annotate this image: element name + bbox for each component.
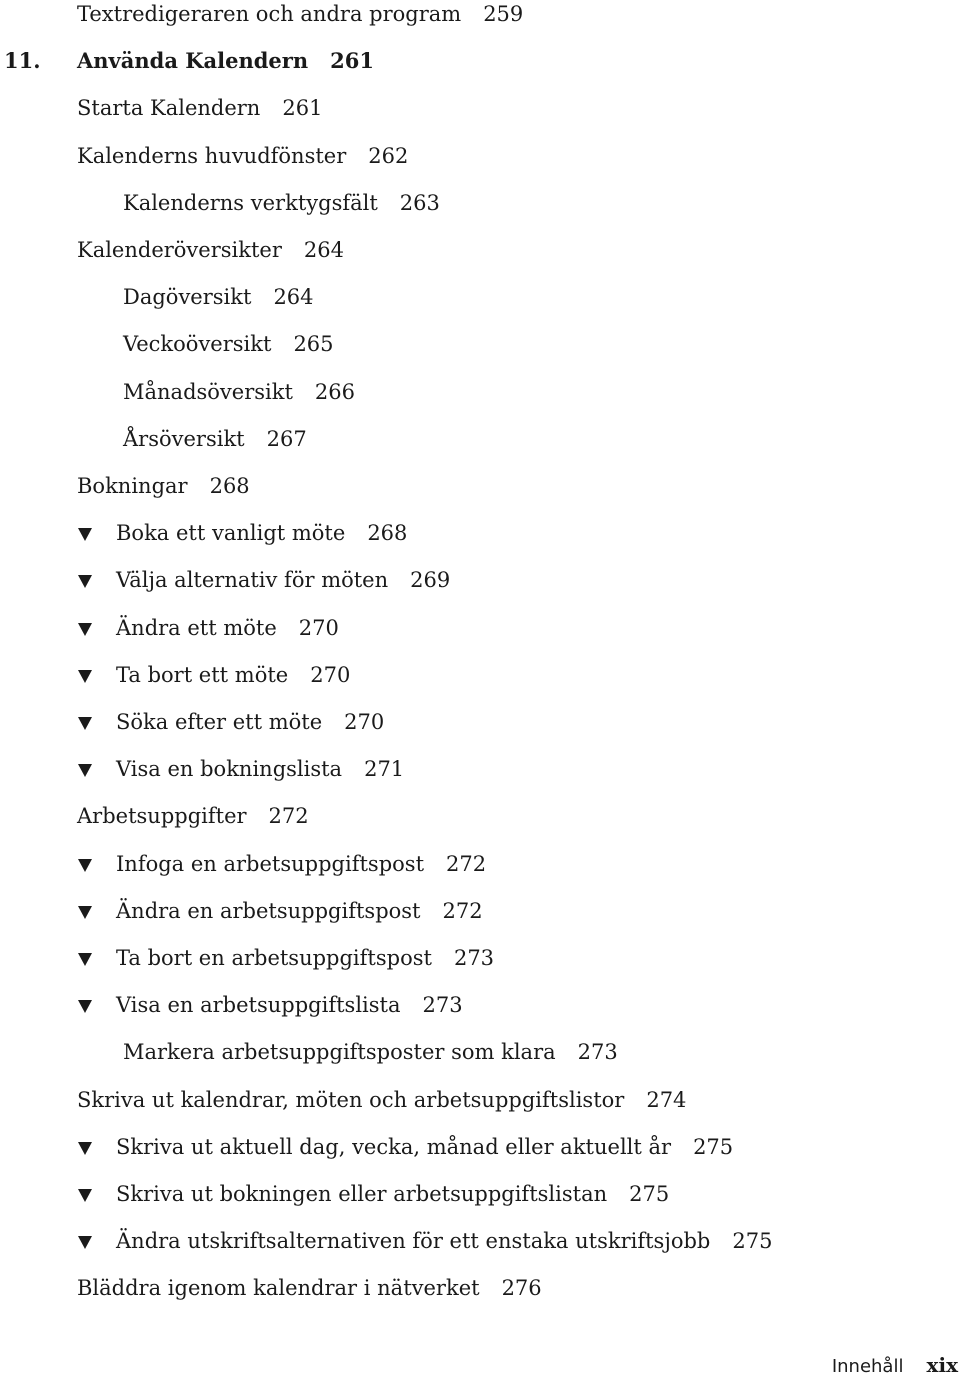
toc-entry-title-line: [77, 142, 408, 170]
toc-entry-title: Årsöversikt: [123, 427, 245, 451]
toc-entry-page-number: 264: [273, 285, 314, 309]
toc-entry[interactable]: [0, 283, 960, 323]
toc-entry-page-number: 270: [298, 616, 339, 640]
toc-entry[interactable]: [0, 708, 960, 748]
toc-entry[interactable]: [0, 1274, 960, 1314]
toc-entry-page-number: 262: [368, 144, 409, 168]
toc-entry-page-number: 261: [282, 96, 323, 120]
toc-entry-title-line: [116, 519, 407, 547]
footer-section-title: Innehåll: [831, 1356, 904, 1377]
triangle-down-icon: [78, 1142, 92, 1155]
toc-entry-page-number: 272: [268, 804, 309, 828]
toc-entry-title-line: [116, 1133, 733, 1161]
toc-entry-title-line: [123, 283, 314, 311]
toc-entry-page-number: 270: [310, 663, 351, 687]
toc-entry-title: Ändra ett möte: [116, 616, 277, 640]
triangle-down-icon: [78, 717, 92, 730]
toc-entry-title-line: [77, 1274, 542, 1302]
toc-entry[interactable]: [0, 1086, 960, 1126]
toc-entry[interactable]: [0, 142, 960, 182]
toc-entry-title: Söka efter ett möte: [116, 710, 323, 734]
toc-entry-page-number: 263: [399, 191, 440, 215]
toc-entry-title-line: [116, 1227, 772, 1255]
toc-entry[interactable]: [0, 1180, 960, 1220]
toc-chapter-entry[interactable]: [0, 47, 960, 87]
triangle-down-icon: [78, 1000, 92, 1013]
toc-entry-title-line: [116, 1180, 669, 1208]
toc-entry-title-line: [116, 850, 486, 878]
toc-entry-title-line: [116, 897, 483, 925]
toc-entry[interactable]: [0, 236, 960, 276]
page-footer: [832, 1352, 958, 1378]
triangle-down-icon: [78, 670, 92, 683]
toc-entry-title: Kalenderns verktygsfält: [123, 191, 378, 215]
toc-entry-title: Kalenderöversikter: [77, 238, 282, 262]
toc-entry-title: Månadsöversikt: [123, 380, 293, 404]
toc-entry-page-number: 264: [303, 238, 344, 262]
toc-entry-title-line: [123, 1038, 618, 1066]
toc-entry-title-line: [123, 425, 307, 453]
triangle-down-icon: [78, 953, 92, 966]
toc-entry-title: Veckoöversikt: [123, 332, 272, 356]
triangle-down-icon: [78, 906, 92, 919]
toc-entry-page-number: 261: [330, 48, 374, 73]
toc-entry-title-line: [116, 991, 463, 1019]
toc-entry-page-number: 275: [693, 1135, 734, 1159]
toc-entry-page-number: 275: [629, 1182, 670, 1206]
toc-entry-title-line: [77, 94, 322, 122]
toc-entry[interactable]: [0, 755, 960, 795]
toc-entry-title-line: [123, 189, 440, 217]
toc-entry-page-number: 259: [483, 2, 524, 26]
toc-entry-title-line: [77, 236, 344, 264]
toc-entry[interactable]: [0, 802, 960, 842]
toc-entry-page-number: 272: [442, 899, 483, 923]
toc-entry[interactable]: [0, 850, 960, 890]
toc-entry-page-number: 274: [646, 1088, 687, 1112]
toc-entry-title: Boka ett vanligt möte: [116, 521, 346, 545]
toc-entry[interactable]: [0, 661, 960, 701]
triangle-down-icon: [78, 1189, 92, 1202]
triangle-down-icon: [78, 528, 92, 541]
toc-entry-page-number: 275: [732, 1229, 773, 1253]
toc-entry-page-number: 266: [314, 380, 356, 404]
toc-entry-title-line: [116, 755, 404, 783]
toc-entry[interactable]: [0, 425, 960, 465]
toc-entry[interactable]: [0, 472, 960, 512]
toc-entry-page-number: 273: [453, 946, 495, 970]
toc-entry-title: Använda Kalendern: [77, 48, 309, 73]
toc-entry-page-number: 268: [209, 474, 250, 498]
toc-entry-title: Dagöversikt: [123, 285, 252, 309]
toc-entry-page-number: 272: [446, 852, 487, 876]
toc-entry[interactable]: [0, 944, 960, 984]
triangle-down-icon: [78, 575, 92, 588]
toc-entry-page-number: 267: [266, 427, 307, 451]
toc-entry[interactable]: [0, 614, 960, 654]
toc-entry[interactable]: [0, 1133, 960, 1173]
toc-entry-title-line: [77, 47, 374, 75]
toc-entry-title: Bokningar: [77, 474, 188, 498]
toc-entry-title: Skriva ut bokningen eller arbetsuppgiftslistan: [116, 1182, 608, 1206]
toc-entry-title: Arbetsuppgifter: [77, 804, 247, 828]
toc-entry-title: Markera arbetsuppgiftsposter som klara: [123, 1040, 556, 1064]
toc-entry-page-number: 268: [367, 521, 408, 545]
toc-entry-title-line: [77, 0, 523, 28]
toc-entry[interactable]: [0, 330, 960, 370]
toc-entry-title-line: [116, 614, 339, 642]
toc-entry-page-number: 271: [364, 757, 405, 781]
toc-entry-page-number: 265: [293, 332, 334, 356]
toc-entry-title: Starta Kalendern: [77, 96, 261, 120]
toc-entry-title: Ändra utskriftsalternativen för ett enstaka utskriftsjobb: [116, 1229, 711, 1253]
toc-entry[interactable]: [0, 1038, 960, 1078]
toc-entry-title-line: [116, 566, 450, 594]
toc-entry-title: Visa en bokningslista: [116, 757, 343, 781]
toc-entry-title-line: [116, 944, 494, 972]
toc-entry-page-number: 273: [577, 1040, 618, 1064]
toc-entry[interactable]: [0, 94, 960, 134]
toc-entry-title-line: [123, 378, 355, 406]
toc-entry-page-number: 269: [410, 568, 451, 592]
toc-entry-title-line: [123, 330, 334, 358]
toc-entry[interactable]: [0, 991, 960, 1031]
toc-entry-title: Kalenderns huvudfönster: [77, 144, 347, 168]
toc-chapter-number: 11.: [4, 48, 41, 73]
toc-entry-title: Infoga en arbetsuppgiftspost: [116, 852, 425, 876]
toc-entry-page-number: 270: [344, 710, 385, 734]
triangle-down-icon: [78, 764, 92, 777]
footer-page-number: xix: [926, 1353, 958, 1377]
toc-entry-title: Visa en arbetsuppgiftslista: [116, 993, 401, 1017]
toc-entry[interactable]: [0, 897, 960, 937]
toc-entry[interactable]: [0, 519, 960, 559]
toc-entry-title-line: [116, 661, 350, 689]
toc-entry-page-number: 273: [422, 993, 463, 1017]
toc-entry-title-line: [77, 1086, 686, 1114]
toc-entry-page-number: 276: [501, 1276, 542, 1300]
toc-entry[interactable]: [0, 1227, 960, 1267]
toc-entry-title-line: [77, 472, 250, 500]
toc-entry-title-line: [77, 802, 309, 830]
triangle-down-icon: [78, 1236, 92, 1249]
toc-entry-title: Textredigeraren och andra program: [77, 2, 462, 26]
toc-entry[interactable]: [0, 0, 960, 40]
toc-entry-title: Ändra en arbetsuppgiftspost: [116, 899, 421, 923]
toc-entry[interactable]: [0, 566, 960, 606]
toc-entry-title: Ta bort en arbetsuppgiftspost: [116, 946, 432, 970]
toc-entry-title: Bläddra igenom kalendrar i nätverket: [77, 1276, 480, 1300]
toc-entry-title: Skriva ut aktuell dag, vecka, månad eller aktuellt år: [116, 1135, 672, 1159]
toc-entry-title: Skriva ut kalendrar, möten och arbetsuppgiftslistor: [77, 1088, 625, 1112]
triangle-down-icon: [78, 859, 92, 872]
toc-entry-title: Ta bort ett möte: [116, 663, 289, 687]
toc-entry-title-line: [116, 708, 384, 736]
triangle-down-icon: [78, 623, 92, 636]
toc-entry-title: Välja alternativ för möten: [116, 568, 389, 592]
toc-entry[interactable]: [0, 189, 960, 229]
toc-entry[interactable]: [0, 378, 960, 418]
